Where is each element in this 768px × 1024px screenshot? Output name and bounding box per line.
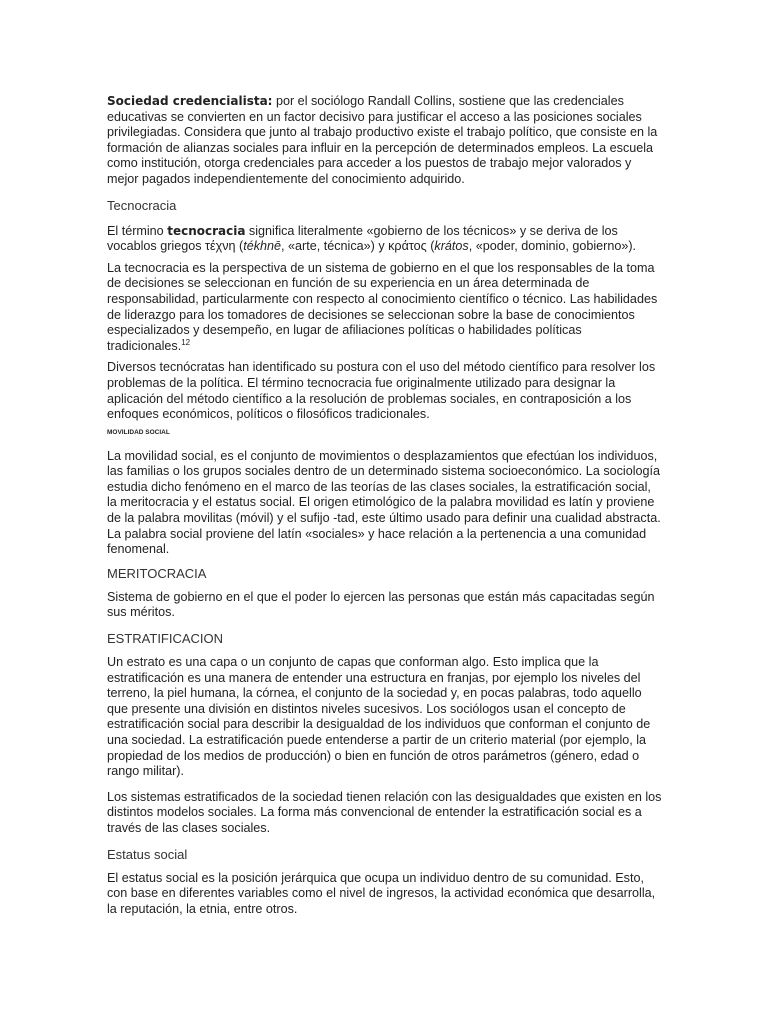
text-run: La tecnocracia es la perspectiva de un sistema de gobierno en el que los responsables de la toma de decisiones se seleccionan en función de su experiencia en un área determinada de responsabilidad, particularmente con respecto al conocimiento científico o técnico. Las habilidades de liderazgo para los tomadores de decisiones se seleccionan sobre la base de conocimientos especializados y desempeño, en lugar de afiliaciones políticas o habilidades políticas tradicionales. [107, 260, 658, 353]
paragraph-credencialista [107, 94, 663, 188]
heading-tecnocracia: Tecnocracia [107, 197, 177, 213]
paragraph-movilidad: La movilidad social, es el conjunto de movimientos o desplazamientos que efectúan los individuos, las familias o los grupos sociales dentro de un determinado sistema socioeconómico. La sociología estudia dicho fenómeno en el marco de las teorías de las clases sociales, la estratificación social, la meritocracia y el estatus social. El origen etimológico de la palabra movilidad es latín y proviene de la palabra movilitas (móvil) y el sufijo -tad, este último usado para definir una cualidad abstracta. La palabra social proviene del latín «sociales» y hace relación a la pertenencia a una comunidad fenomenal. [107, 448, 661, 557]
heading-movilidad-social: MOVILIDAD SOCIAL [107, 428, 170, 436]
paragraph-meritocracia: Sistema de gobierno en el que el poder lo ejercen las personas que están más capacitadas según sus méritos. [107, 589, 655, 620]
term-sociedad-credencialista: Sociedad credencialista: [107, 94, 273, 108]
paragraph-tecnocracia-3: Diversos tecnócratas han identificado su postura con el uso del método científico para resolver los problemas de la política. El término tecnocracia fue originalmente utilizado para designar la aplicación del método científico a la resolución de problemas sociales, en contraposición a los enfoques económicos, políticos o filosóficos tradicionales. [107, 360, 656, 422]
paragraph-estatus: El estatus social es la posición jerárquica que ocupa un individuo dentro de su comunidad. Esto, con base en diferentes variables como el nivel de ingresos, la actividad económica que desarrolla, la reputación, la etnia, entre otros. [107, 870, 656, 916]
paragraph-estratificacion-2: Los sistemas estratificados de la sociedad tienen relación con las desigualdades que existen en los distintos modelos sociales. La forma más convencional de entender la estratificación social es a través de las clases sociales. [107, 789, 662, 835]
document-page [107, 94, 663, 917]
heading-estatus-social: Estatus social [107, 846, 188, 862]
footnote-ref: 12 [181, 337, 191, 347]
term-tecnocracia: tecnocracia [167, 223, 246, 238]
paragraph-tecnocracia-2 [107, 261, 663, 355]
heading-meritocracia: MERITOCRACIA [107, 565, 207, 581]
text-run: , «poder, dominio, gobierno»). [468, 239, 637, 254]
text-run: significa literalmente «gobierno de los técnicos» y se deriva de los vocablos griegos τέχνη ( [107, 223, 618, 254]
paragraph-estratificacion-1: Un estrato es una capa o un conjunto de capas que conforman algo. Esto implica que la estratificación es una manera de entender una estructura en franjas, por ejemplo los niveles del terreno, la piel humana, la córnea, el conjunto de la sociedad y, en pocas palabras, todo aquello que presente una división en distintos niveles sucesivos. Los sociólogos usan el concepto de estratificación social para describir la desigualdad de los individuos que conforman el conjunto de una sociedad. La estratificación puede entenderse a partir de un criterio material (por ejemplo, la propiedad de los medios de producción) o bien en función de otros parámetros (género, edad o rango militar). [107, 655, 651, 779]
paragraph-credencialista-text: por el sociólogo Randall Collins, sostiene que las credenciales educativas se convierten en un factor decisivo para justificar el acceso a las posiciones sociales privilegiadas. Considera que junto al trabajo productivo existe el trabajo político, que consiste en la formación de alianzas sociales para influir en la percepción de determinados empleos. La escuela como institución, otorga credenciales para acceder a los puestos de trabajo mejor valorados y mejor pagados independientemente del conocimiento adquirido. [107, 94, 658, 186]
italic-kratos: krátos [434, 239, 469, 254]
text-run: El término [107, 223, 168, 238]
heading-estratificacion: ESTRATIFICACION [107, 631, 224, 647]
italic-tekhne: tékhnē [243, 239, 282, 254]
text-run: , «arte, técnica») y κράτος ( [281, 239, 435, 254]
paragraph-tecnocracia-1 [107, 224, 663, 255]
